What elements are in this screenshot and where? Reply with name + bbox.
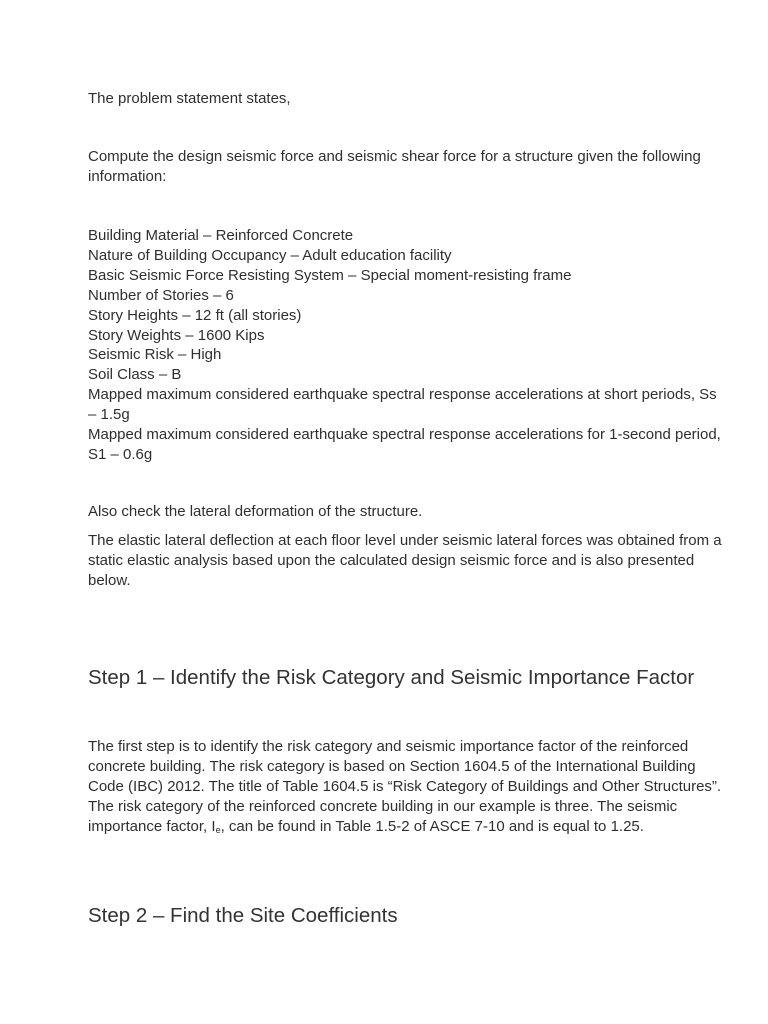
given-item: Seismic Risk – High: [88, 346, 222, 364]
given-item: Number of Stories – 6: [88, 286, 234, 304]
deflection-paragraph: The elastic lateral deflection at each floor level under seismic lateral forces was obtained from a static elastic analysis based upon the calculated design seismic force and is also presented below.: [88, 532, 722, 589]
step2-heading: Step 2 – Find the Site Coefficients: [88, 904, 398, 927]
importance-factor-subscript: e: [215, 825, 221, 835]
step1-text-a: The first step is to identify the risk category and seismic importance factor of the reinforced concrete building. The risk category is based on Section 1604.5 of the International Building Code (IBC) 2012. The title of Table 1604.5 is “Risk Category of Buildings and Other Structures”. The risk category of the reinforced concrete building in our example is three. The seismic importance factor, I: [88, 738, 722, 835]
step1-paragraph: [88, 737, 724, 840]
given-item: Mapped maximum considered earthquake spectral response accelerations at short periods, Ss – 1.5g: [88, 386, 717, 424]
step1-text-b: , can be found in Table 1.5-2 of ASCE 7-10 and is equal to 1.25.: [220, 818, 644, 835]
intro-paragraph: The problem statement states,: [88, 90, 291, 107]
given-item: Soil Class – B: [88, 366, 182, 384]
check-paragraph: Also check the lateral deformation of the structure.: [88, 503, 423, 520]
given-item: Story Weights – 1600 Kips: [88, 326, 265, 344]
given-information-list: [88, 226, 724, 465]
given-item: Mapped maximum considered earthquake spectral response accelerations for 1-second period, S1 – 0.6g: [88, 426, 721, 463]
task-paragraph: Compute the design seismic force and seismic shear force for a structure given the following information:: [88, 148, 701, 185]
given-item: Story Heights – 12 ft (all stories): [88, 306, 302, 324]
given-item: Nature of Building Occupancy – Adult education facility: [88, 246, 452, 264]
given-item: Basic Seismic Force Resisting System – Special moment-resisting frame: [88, 266, 572, 284]
given-item: Building Material – Reinforced Concrete: [88, 227, 354, 244]
step1-heading: Step 1 – Identify the Risk Category and Seismic Importance Factor: [88, 666, 695, 689]
